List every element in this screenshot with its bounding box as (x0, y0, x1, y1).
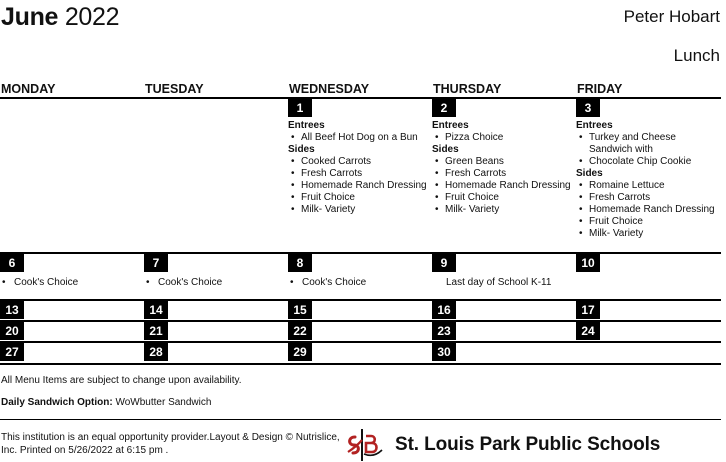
day-cell (576, 254, 720, 297)
menu-section-title: Sides (432, 144, 459, 155)
menu-item: • Homemade Ranch Dressing (576, 204, 721, 216)
day-cell (144, 343, 288, 361)
menu-item: • Green Beans (432, 156, 577, 168)
calendar-month: June (1, 3, 59, 31)
day-cell (432, 301, 576, 319)
footer-divider (0, 419, 721, 420)
date-badge: 3 (576, 99, 600, 117)
date-badge: 23 (432, 322, 456, 340)
weekday-thursday: THURSDAY (433, 82, 502, 96)
daily-sandwich-value: WoWbutter Sandwich (115, 397, 212, 408)
weekday-monday: MONDAY (1, 82, 56, 96)
menu-item: • Fresh Carrots (576, 192, 721, 204)
calendar-week (0, 99, 721, 251)
day-cell (0, 301, 144, 319)
menu-item: • Milk- Variety (576, 228, 721, 240)
date-badge: 20 (0, 322, 24, 340)
day-cell (0, 322, 144, 340)
menu-item: • Pizza Choice (432, 132, 577, 144)
day-cell (144, 301, 288, 319)
calendar-title (1, 2, 119, 32)
district-logo-icon (344, 428, 384, 462)
date-badge: 6 (0, 254, 24, 272)
menu-item-list (576, 132, 721, 168)
day-cell (288, 322, 432, 340)
menu-item: • Fresh Carrots (432, 168, 577, 180)
menu-item: • Romaine Lettuce (576, 180, 721, 192)
date-badge: 24 (576, 322, 600, 340)
date-badge: 1 (288, 99, 312, 117)
date-badge: 15 (288, 301, 312, 319)
weekday-tuesday: TUESDAY (145, 82, 204, 96)
district-name: St. Louis Park Public Schools (395, 434, 661, 455)
calendar-week (0, 322, 721, 340)
menu-item-list (576, 180, 721, 240)
day-cell (288, 301, 432, 319)
school-name: Peter Hobart (623, 7, 720, 26)
calendar-year: 2022 (64, 3, 120, 31)
menu-item: • Homemade Ranch Dressing (432, 180, 577, 192)
equal-opportunity-statement-line1: This institution is an equal opportunity provider.Layout & Design © Nutrislice, (1, 432, 340, 443)
day-cell (432, 343, 576, 361)
date-badge: 27 (0, 343, 24, 361)
date-badge: 17 (576, 301, 600, 319)
date-badge: 10 (576, 254, 600, 272)
day-menu (576, 120, 721, 240)
menu-item: • Fruit Choice (288, 192, 433, 204)
equal-opportunity-statement-line2: Inc. Printed on 5/26/2022 at 6:15 pm . (1, 445, 169, 456)
date-badge: 9 (432, 254, 456, 272)
day-cell (0, 343, 144, 361)
daily-sandwich-note (1, 397, 211, 409)
menu-item: • Homemade Ranch Dressing (288, 180, 433, 192)
menu-item-list (432, 132, 577, 144)
day-cell (432, 254, 576, 297)
date-badge: 7 (144, 254, 168, 272)
day-cell (432, 99, 576, 251)
menu-item: • Milk- Variety (288, 204, 433, 216)
menu-item-list (432, 156, 577, 216)
weekday-header-row (0, 81, 721, 97)
day-cell (288, 99, 432, 251)
weekday-wednesday: WEDNESDAY (289, 82, 370, 96)
date-badge: 2 (432, 99, 456, 117)
date-badge: 21 (144, 322, 168, 340)
day-cell (288, 254, 432, 297)
day-note: • Cook's Choice (14, 277, 78, 289)
menu-item: • Cooked Carrots (288, 156, 433, 168)
day-note: • Cook's Choice (302, 277, 366, 289)
calendar-week (0, 254, 721, 297)
date-badge: 29 (288, 343, 312, 361)
weekday-friday: FRIDAY (577, 82, 623, 96)
date-badge: 16 (432, 301, 456, 319)
menu-item: • Fruit Choice (576, 216, 721, 228)
menu-disclaimer: All Menu Items are subject to change upon availability. (1, 375, 242, 386)
menu-section-title: Entrees (288, 120, 325, 131)
day-cell (576, 99, 720, 251)
day-cell (144, 322, 288, 340)
menu-item: • Milk- Variety (432, 204, 577, 216)
menu-section-title: Entrees (576, 120, 613, 131)
menu-section-title: Entrees (432, 120, 469, 131)
date-badge: 14 (144, 301, 168, 319)
day-note: • Cook's Choice (158, 277, 222, 289)
day-cell (576, 322, 720, 340)
date-badge: 28 (144, 343, 168, 361)
day-note: Last day of School K-11 (446, 277, 552, 288)
date-badge: 22 (288, 322, 312, 340)
day-cell (432, 322, 576, 340)
menu-section-title: Sides (576, 168, 603, 179)
menu-item: • Turkey and Cheese Sandwich with (576, 132, 721, 156)
day-cell (288, 343, 432, 361)
menu-item: • Fruit Choice (432, 192, 577, 204)
menu-item: • All Beef Hot Dog on a Bun (288, 132, 433, 144)
meal-type: Lunch (673, 46, 720, 65)
menu-item: • Fresh Carrots (288, 168, 433, 180)
date-badge: 8 (288, 254, 312, 272)
day-menu (432, 120, 577, 216)
day-cell (0, 254, 144, 297)
day-cell (144, 254, 288, 297)
day-menu (288, 120, 433, 216)
calendar-bottom-rule (0, 363, 721, 365)
date-badge: 30 (432, 343, 456, 361)
daily-sandwich-label: Daily Sandwich Option: (1, 397, 113, 408)
calendar-week (0, 301, 721, 319)
menu-section-title: Sides (288, 144, 315, 155)
date-badge: 13 (0, 301, 24, 319)
menu-item: • Chocolate Chip Cookie (576, 156, 721, 168)
menu-item-list (288, 132, 433, 144)
calendar-week (0, 343, 721, 361)
menu-item-list (288, 156, 433, 216)
day-cell (576, 301, 720, 319)
